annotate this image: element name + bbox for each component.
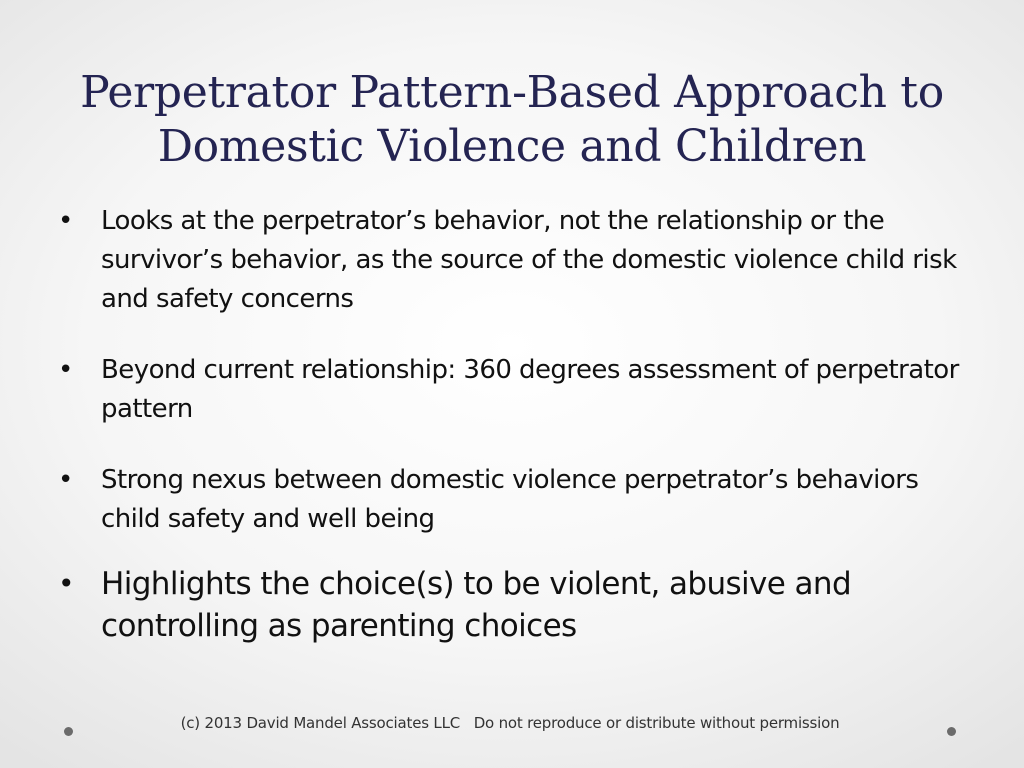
bullet-item-1 <box>58 202 978 319</box>
slide-title-line-1: Perpetrator Pattern-Based Approach to <box>80 67 944 118</box>
bullet-text: Strong nexus between domestic violence perpetrator’s behaviors child safety and well being <box>101 465 919 534</box>
bullet-list <box>58 202 978 647</box>
bullet-item-2 <box>58 351 978 429</box>
slide-title <box>40 66 984 174</box>
bullet-item-3 <box>58 461 978 539</box>
bullet-marker: • <box>58 206 73 236</box>
footer-copyright: (c) 2013 David Mandel Associates LLC Do not reproduce or distribute without permission <box>180 714 840 732</box>
bullet-text: Looks at the perpetrator’s behavior, not the relationship or the survivor’s behavior, as the source of the domestic violence child risk and safety concerns <box>101 206 957 314</box>
corner-dot-right-icon <box>947 727 956 736</box>
bullet-marker: • <box>58 355 73 385</box>
bullet-marker: • <box>58 567 74 600</box>
slide-title-line-2: Domestic Violence and Children <box>157 121 867 172</box>
bullet-item-4 <box>58 563 978 647</box>
bullet-text: Beyond current relationship: 360 degrees assessment of perpetrator pattern <box>101 355 959 424</box>
bullet-marker: • <box>58 465 73 495</box>
bullet-text: Highlights the choice(s) to be violent, abusive and controlling as parenting choices <box>101 566 852 644</box>
